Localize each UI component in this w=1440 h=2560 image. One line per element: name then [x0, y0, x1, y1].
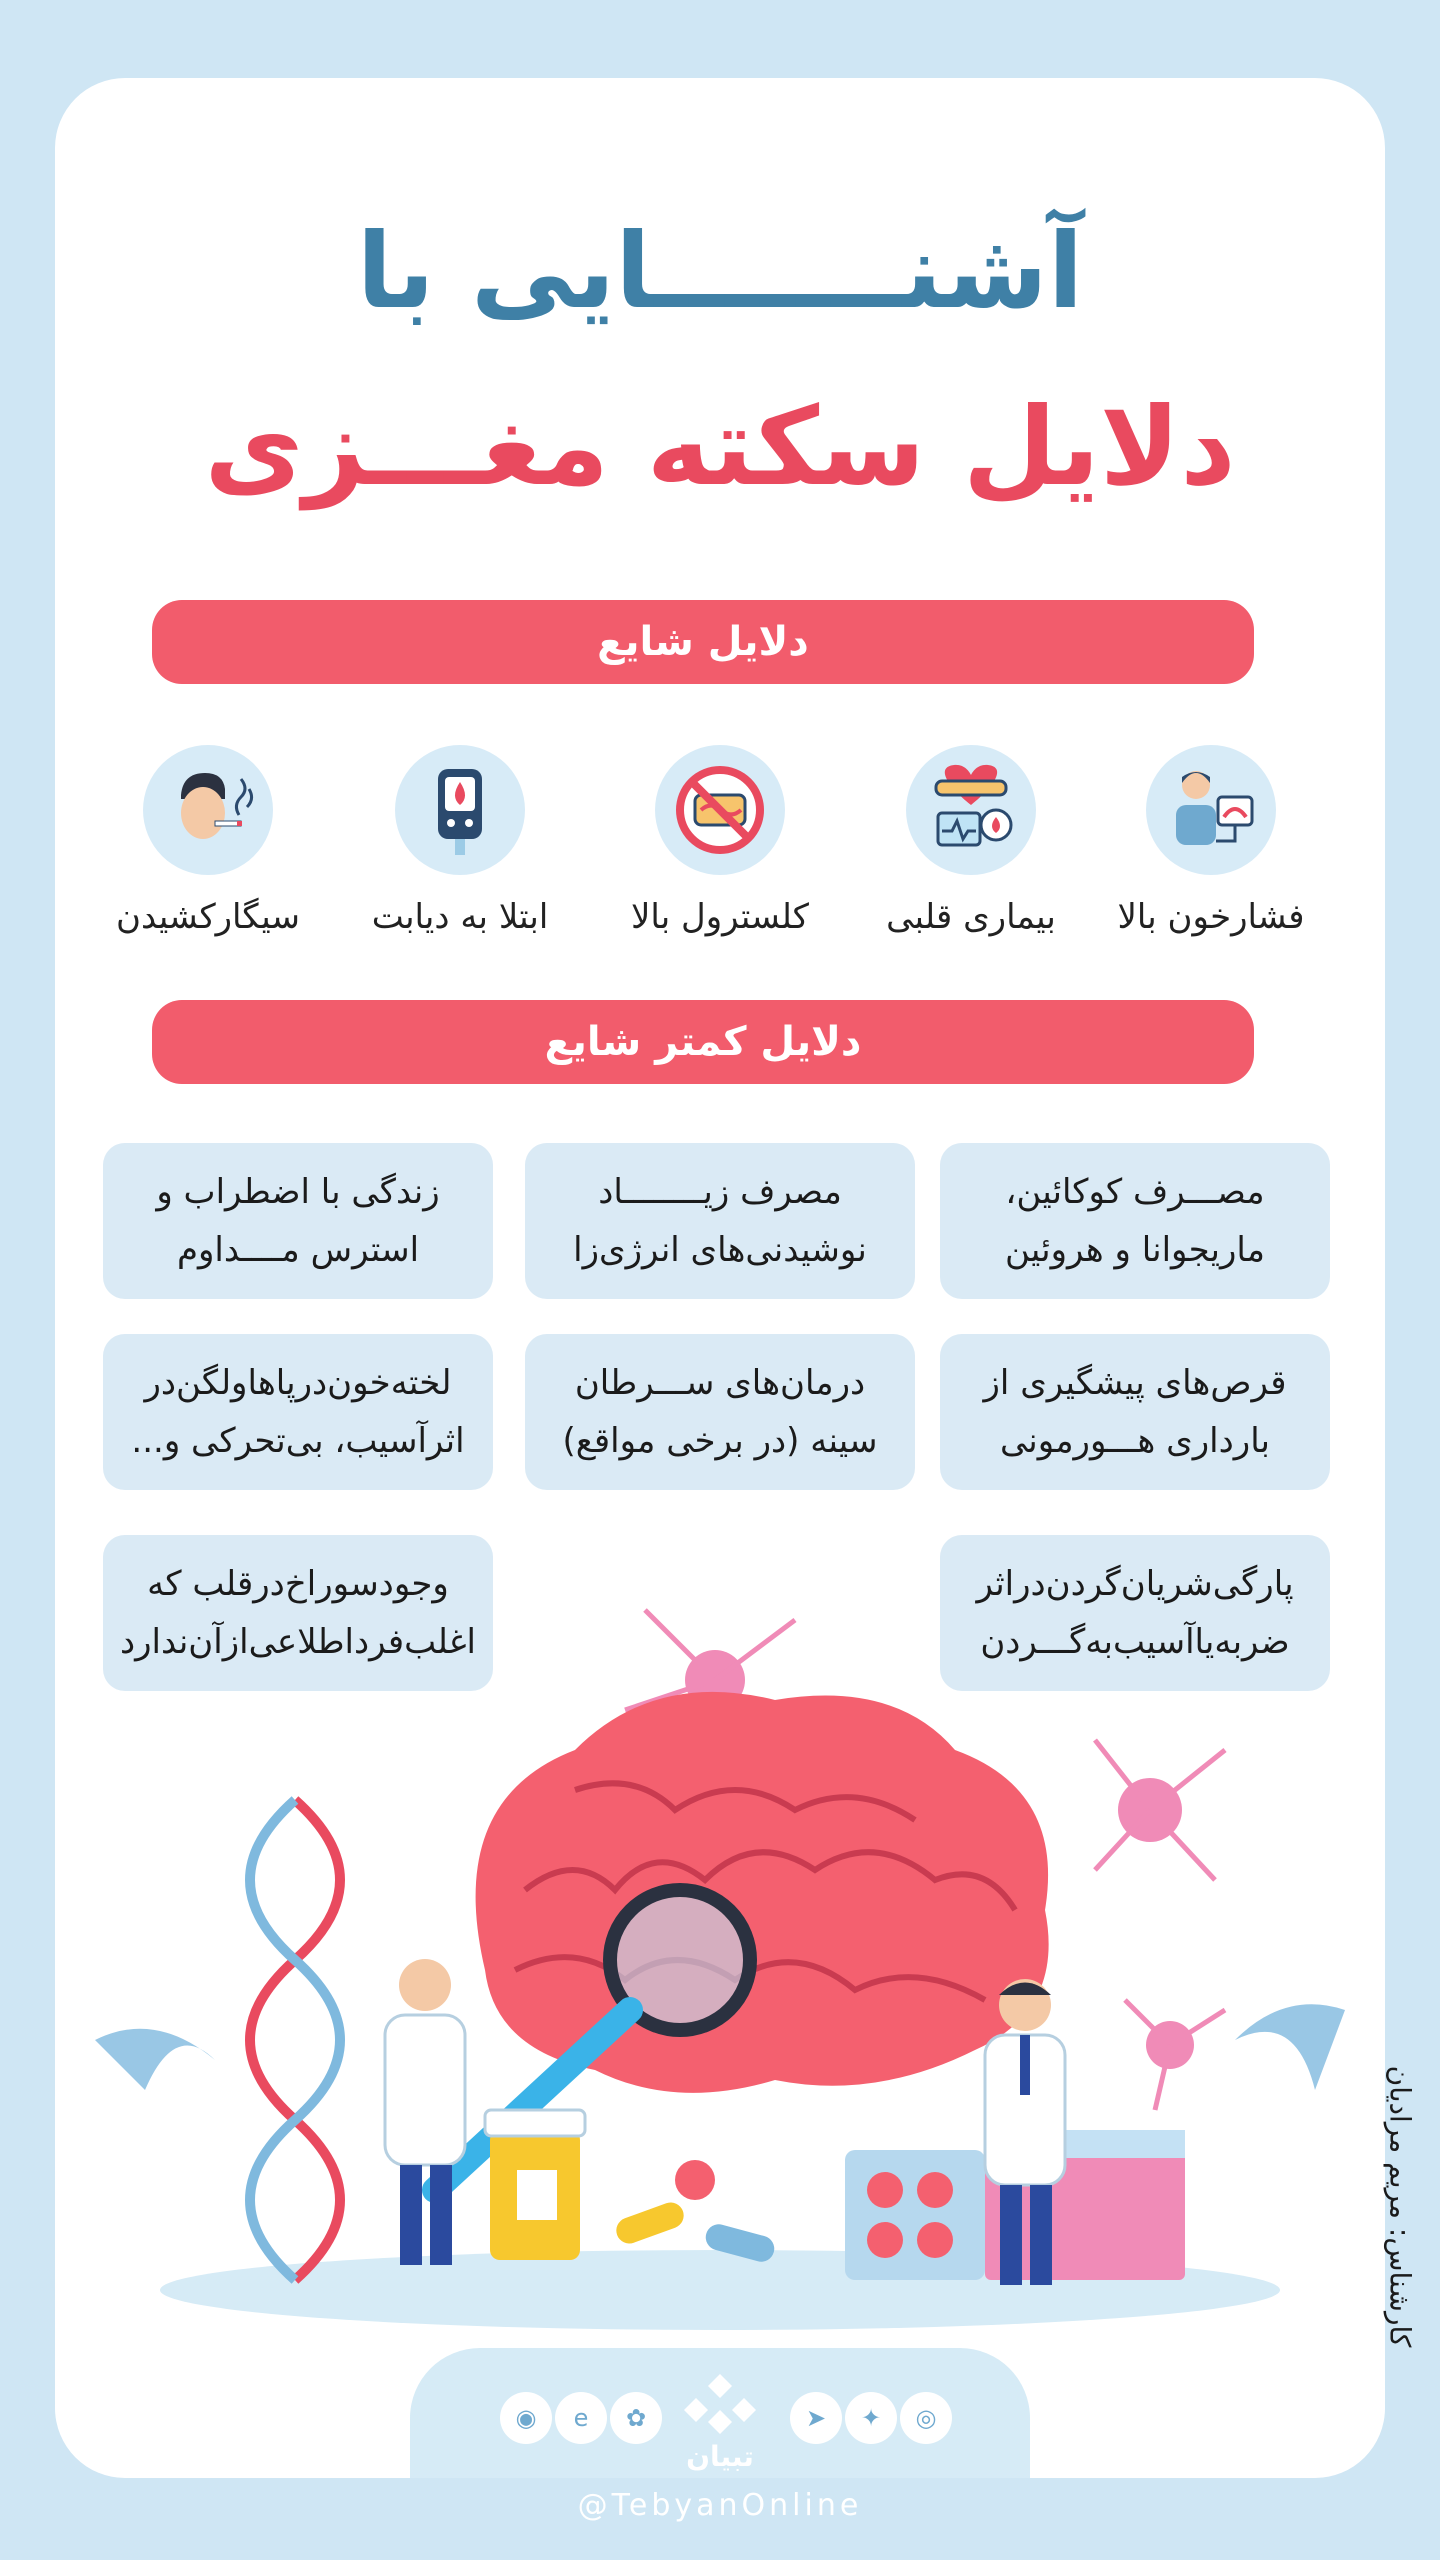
heart-monitor-icon: [906, 745, 1036, 875]
item-line: اغلب‌فرداطلاعی‌ازآن‌ندارد: [119, 1622, 477, 1662]
telegram-icon[interactable]: ➤: [790, 2392, 842, 2444]
cause-high-cholesterol: [605, 745, 835, 937]
social-handle[interactable]: @TebyanOnline: [577, 2488, 863, 2523]
credit: [1380, 2050, 1420, 2370]
item-line: سینه (در برخی مواقع): [562, 1421, 878, 1461]
rubika-icon[interactable]: ◉: [500, 2392, 552, 2444]
tebyan-logo-icon: [680, 2370, 760, 2440]
less-common-causes-banner: دلایل کمتر شایع: [152, 1000, 1254, 1084]
tebyan-logo-text: تبیان: [686, 2440, 754, 2473]
brain-illustration: [55, 1590, 1385, 2350]
cause-diabetes: [345, 745, 575, 937]
item-line: ضربه‌یاآسیب‌به‌گـــردن: [980, 1622, 1290, 1662]
item-line: ماریجوانا و هروئین: [1005, 1230, 1265, 1270]
item-line: لخته‌خون‌درپاهاولگن‌در: [144, 1363, 452, 1403]
item-line: استرس مــــداوم: [176, 1230, 420, 1270]
aparat-icon[interactable]: ✿: [610, 2392, 662, 2444]
item-line: نوشیدنی‌های انرژی‌زا: [573, 1230, 867, 1270]
glucometer-icon: [395, 745, 525, 875]
cholesterol-icon: [655, 745, 785, 875]
less-common-item: [940, 1143, 1330, 1299]
cause-label: بیماری قلبی: [886, 897, 1056, 937]
item-line: اثر‌آسیب، بی‌تحرکی و...: [131, 1421, 465, 1461]
cause-label: فشارخون بالا: [1117, 897, 1305, 937]
title-line-2: دلایل سکته مغـــزی: [204, 385, 1236, 510]
less-common-item: [103, 1334, 493, 1490]
twitter-icon[interactable]: ✦: [845, 2392, 897, 2444]
credit-text: کارشناس: مریم مرادیان: [1383, 2065, 1417, 2348]
instagram-icon[interactable]: ◎: [900, 2392, 952, 2444]
cause-high-blood-pressure: [1096, 745, 1326, 937]
cause-heart-disease: [856, 745, 1086, 937]
eitaa-icon[interactable]: e: [555, 2392, 607, 2444]
item-line: وجودسوراخ‌درقلب که: [147, 1564, 449, 1604]
smoking-man-icon: [143, 745, 273, 875]
less-common-item: [525, 1334, 915, 1490]
less-common-item: [940, 1334, 1330, 1490]
item-line: زندگی با اضطراب و: [156, 1172, 440, 1212]
dna-helix: [250, 1800, 340, 2280]
title-line-1: آشنـــــــایی با: [356, 210, 1084, 332]
less-common-item: [103, 1143, 493, 1299]
less-common-item: [525, 1143, 915, 1299]
cause-label: ابتلا به دیابت: [371, 897, 549, 937]
blood-pressure-icon: [1146, 745, 1276, 875]
item-line: پارگی‌شریان‌گردن‌دراثر: [976, 1564, 1294, 1604]
item-line: مصـــرف کوکائین،: [1005, 1172, 1265, 1212]
cause-label: کلسترول بالا: [631, 897, 809, 937]
cause-smoking: [93, 745, 323, 937]
item-line: درمان‌های ســـرطان: [574, 1363, 866, 1403]
item-line: بارداری هـــورمونی: [999, 1421, 1271, 1461]
cause-label: سیگارکشیدن: [116, 897, 300, 937]
item-line: مصرف زیــــــــاد: [598, 1172, 842, 1212]
item-line: قرص‌های پیشگیری از: [983, 1363, 1287, 1403]
common-causes-banner: دلایل شایع: [152, 600, 1254, 684]
